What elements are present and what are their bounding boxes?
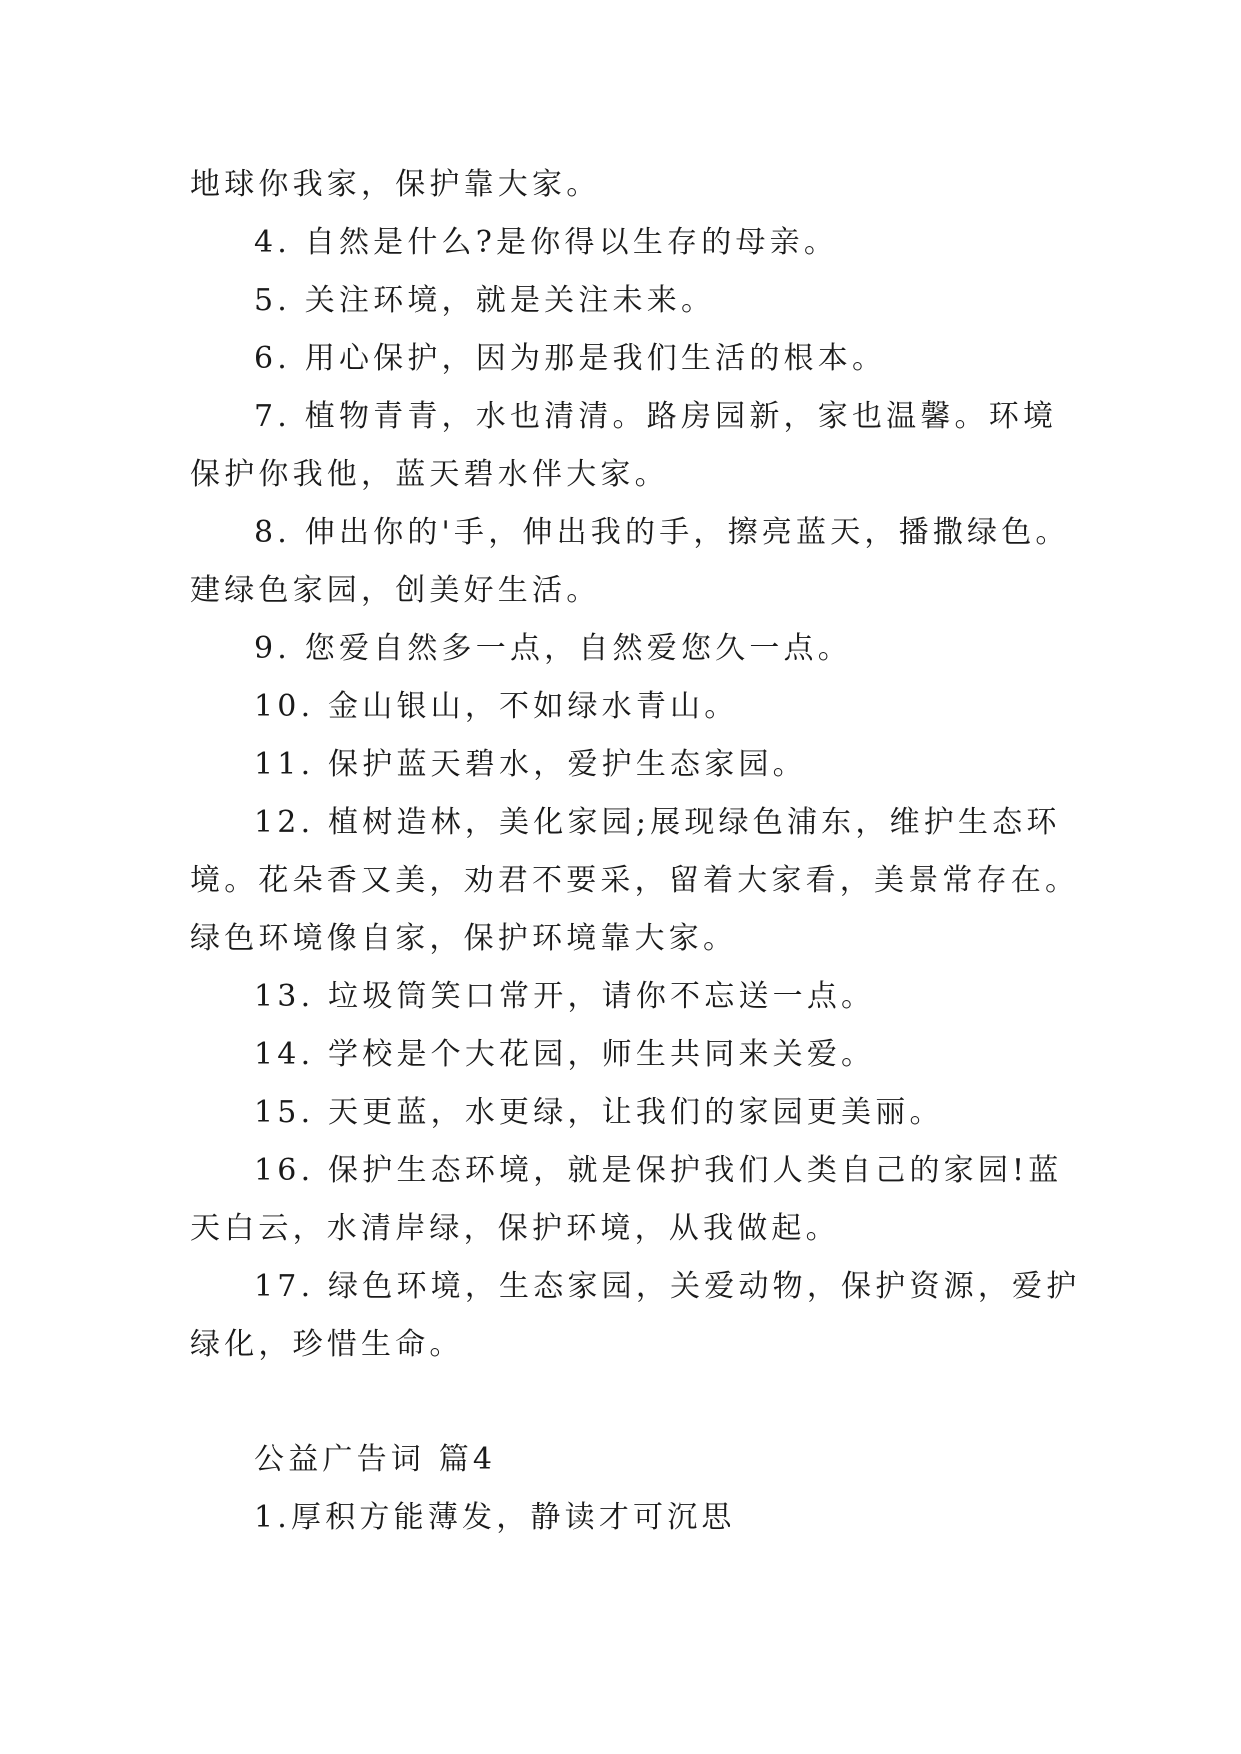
text-line: 17. 绿色环境，生态家园，关爱动物，保护资源，爱护	[254, 1269, 1081, 1304]
text-line: 绿化，珍惜生命。	[190, 1327, 464, 1362]
text-line: 11. 保护蓝天碧水，爱护生态家园。	[254, 747, 807, 782]
text-line: 4. 自然是什么?是你得以生存的母亲。	[254, 225, 839, 260]
text-line: 地球你我家，保护靠大家。	[190, 167, 601, 202]
text-line: 13. 垃圾筒笑口常开，请你不忘送一点。	[254, 979, 876, 1014]
text-line: 建绿色家园，创美好生活。	[190, 573, 601, 608]
text-line: 14. 学校是个大花园，师生共同来关爱。	[254, 1037, 876, 1072]
text-line: 15. 天更蓝，水更绿，让我们的家园更美丽。	[254, 1095, 944, 1130]
text-line: 16. 保护生态环境，就是保护我们人类自己的家园!蓝	[254, 1153, 1063, 1188]
text-line: 绿色环境像自家，保护环境靠大家。	[190, 921, 738, 956]
text-line: 10. 金山银山，不如绿水青山。	[254, 689, 739, 724]
text-line: 6. 用心保护，因为那是我们生活的根本。	[254, 341, 887, 376]
text-line: 5. 关注环境，就是关注未来。	[254, 283, 716, 318]
text-line: 12. 植树造林，美化家园;展现绿色浦东，维护生态环	[254, 805, 1061, 840]
text-line: 天白云，水清岸绿，保护环境，从我做起。	[190, 1211, 840, 1246]
text-line: 7. 植物青青，水也清清。路房园新，家也温馨。环境	[254, 399, 1058, 434]
text-line: 8. 伸出你的'手，伸出我的手，擦亮蓝天，播撒绿色。	[254, 515, 1070, 550]
text-line: 境。花朵香又美，劝君不要采，留着大家看，美景常存在。	[190, 863, 1080, 898]
text-line: 1.厚积方能薄发，静读才可沉思	[254, 1500, 736, 1535]
section-heading: 公益广告词 篇4	[254, 1442, 497, 1477]
text-line: 9. 您爱自然多一点，自然爱您久一点。	[254, 631, 852, 666]
text-line: 保护你我他，蓝天碧水伴大家。	[190, 457, 669, 492]
